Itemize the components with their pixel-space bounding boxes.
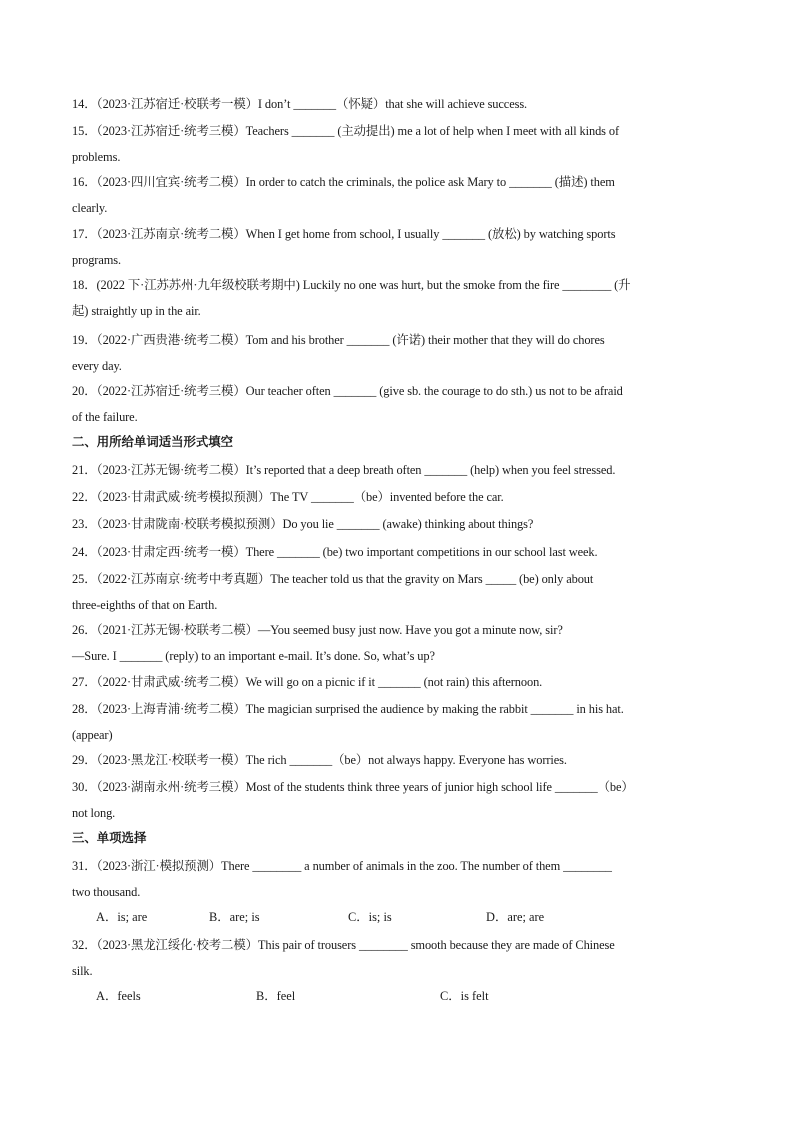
question-line-cont: three-eighths of that on Earth.: [72, 598, 218, 612]
question-20: [72, 378, 724, 430]
question-32: [72, 932, 724, 984]
question-26: [72, 617, 724, 669]
question-line: 21．（2023·江苏无锡·统考二模）It’s reported that a deep breath often _______ (help) when you feel stressed.: [72, 463, 616, 477]
question-line: 17．（2023·江苏南京·统考二模）When I get home from school, I usually _______ (放松) by watching sports: [72, 227, 616, 241]
question-31: [72, 853, 724, 905]
question-line: 24．（2023·甘肃定西·统考一模）There _______ (be) two important competitions in our school last week.: [72, 545, 598, 559]
question-line-cont: 起) straightly up in the air.: [72, 304, 201, 318]
question-line-cont: (appear): [72, 728, 113, 742]
question-17: [72, 221, 724, 273]
question-line-cont: clearly.: [72, 201, 108, 215]
question-line: 16．（2023·四川宜宾·统考二模）In order to catch the criminals, the police ask Mary to _______ (描述) them: [72, 175, 615, 189]
question-line: 30．（2023·湖南永州·统考三模）Most of the students think three years of junior high school life _______（be）: [72, 780, 634, 794]
question-line: 22．（2023·甘肃武威·统考模拟预测）The TV _______（be）invented before the car.: [72, 490, 504, 504]
question-line: 28．（2023·上海青浦·统考二模）The magician surprised the audience by making the rabbit _______ in his hat.: [72, 702, 624, 716]
question-16: [72, 169, 724, 221]
question-line: 32．（2023·黑龙江绥化·校考二模）This pair of trousers ________ smooth because they are made of Chinese: [72, 938, 615, 952]
question-19: [72, 327, 724, 379]
question-line: 15．（2023·江苏宿迁·统考三模）Teachers _______ (主动提出) me a lot of help when I meet with all kinds of: [72, 124, 620, 138]
question-line: 18．(2022 下·江苏苏州·九年级校联考期中) Luckily no one was hurt, but the smoke from the fire ________ (升: [72, 278, 631, 292]
question-line: 23．（2023·甘肃陇南·校联考模拟预测）Do you lie _______ (awake) thinking about things?: [72, 517, 534, 531]
question-line-cont: two thousand.: [72, 885, 141, 899]
question-line-cont: programs.: [72, 253, 121, 267]
question-23: [72, 511, 724, 537]
question-line: 25．（2022·江苏南京·统考中考真题）The teacher told us that the gravity on Mars _____ (be) only about: [72, 572, 594, 586]
question-line: 31．（2023·浙江·模拟预测）There ________ a number of animals in the zoo. The number of them ________: [72, 859, 612, 873]
option-a[interactable]: A．feels: [96, 989, 141, 1003]
question-line-cont: not long.: [72, 806, 116, 820]
question-30: [72, 774, 724, 826]
question-line: 14．（2023·江苏宿迁·校联考一模）I don’t _______（怀疑）that she will achieve success.: [72, 97, 528, 111]
question-21: [72, 457, 724, 483]
section-heading-2: 二、用所给单词适当形式填空: [72, 434, 234, 449]
question-15: [72, 118, 724, 170]
option-c[interactable]: C．is; is: [348, 910, 392, 924]
section-heading-3: 三、单项选择: [72, 830, 147, 845]
question-24: [72, 539, 724, 565]
question-line-cont: —Sure. I _______ (reply) to an important e-mail. It’s done. So, what’s up?: [72, 649, 435, 663]
question-line: 29．（2023·黑龙江·校联考一模）The rich _______（be）not always happy. Everyone has worries.: [72, 753, 567, 767]
question-28: [72, 696, 724, 748]
question-line: 26．（2021·江苏无锡·校联考二模）—You seemed busy just now. Have you got a minute now, sir?: [72, 623, 563, 637]
question-22: [72, 484, 724, 510]
option-c[interactable]: C．is felt: [440, 989, 489, 1003]
question-line: 19．（2022·广西贵港·统考二模）Tom and his brother _______ (许诺) their mother that they will do chores: [72, 333, 605, 347]
question-29: [72, 747, 724, 773]
question-line-cont: every day.: [72, 359, 122, 373]
option-d[interactable]: D．are; are: [486, 910, 545, 924]
question-14: [72, 91, 724, 117]
question-line: 27．（2022·甘肃武威·统考二模）We will go on a picnic if it _______ (not rain) this afternoon.: [72, 675, 543, 689]
question-25: [72, 566, 724, 618]
question-line-cont: of the failure.: [72, 410, 138, 424]
question-18: [72, 272, 724, 324]
option-b[interactable]: B．are; is: [209, 910, 260, 924]
option-a[interactable]: A．is; are: [96, 910, 148, 924]
option-b[interactable]: B．feel: [256, 989, 296, 1003]
question-line: 20．（2022·江苏宿迁·统考三模）Our teacher often _______ (give sb. the courage to do sth.) us not to be afraid: [72, 384, 623, 398]
question-line-cont: silk.: [72, 964, 93, 978]
question-27: [72, 669, 724, 695]
question-line-cont: problems.: [72, 150, 121, 164]
